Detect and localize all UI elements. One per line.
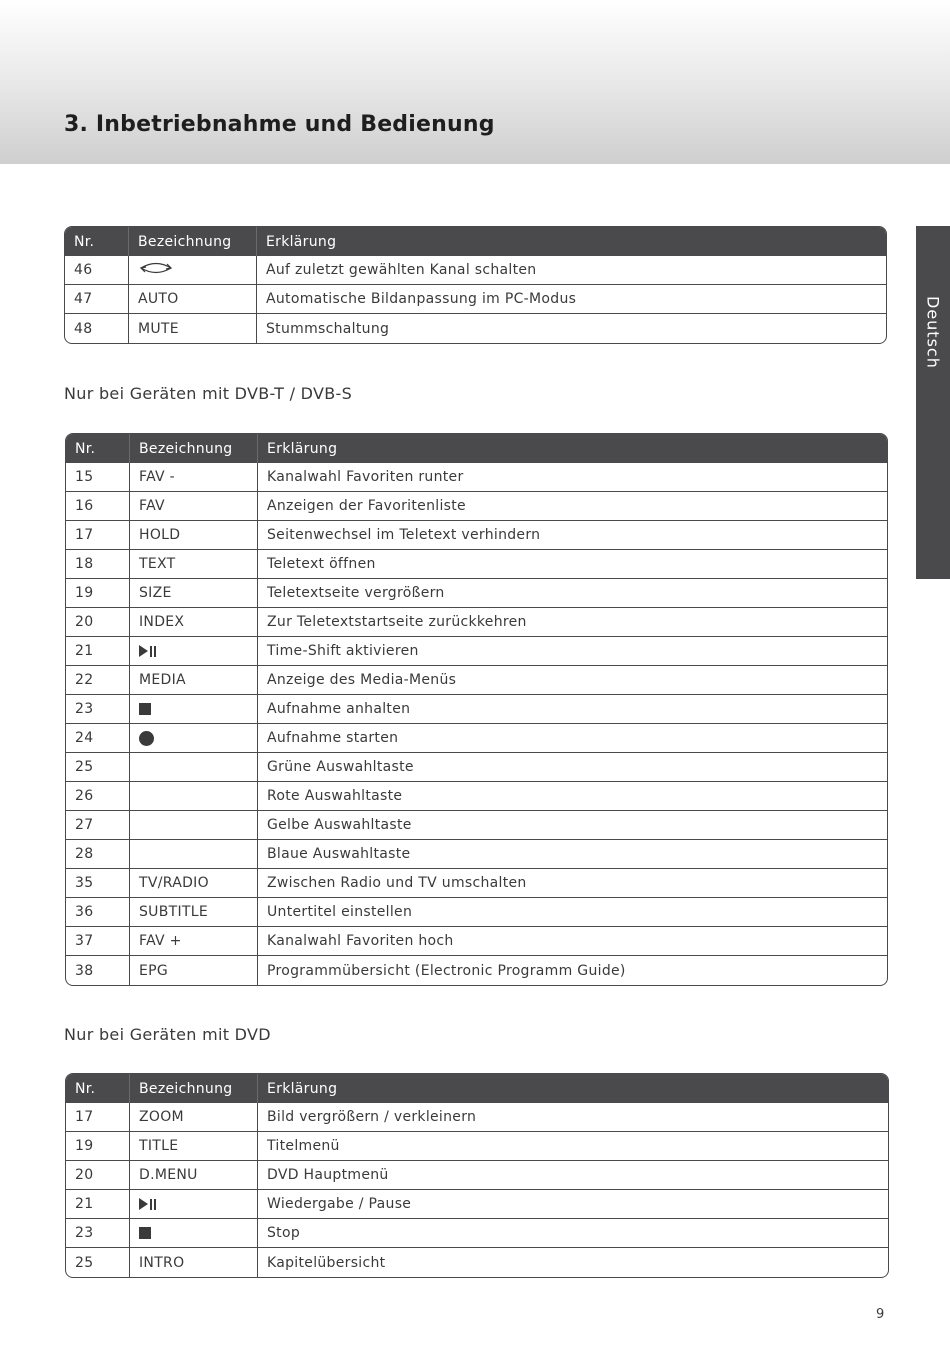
cell-desc: Titelmenü (267, 1138, 340, 1154)
column-header-name: Bezeichnung (130, 1074, 258, 1103)
table-row (66, 1219, 888, 1248)
cell-name: TEXT (130, 550, 258, 578)
cell-name (130, 1190, 258, 1218)
table-header-row (66, 434, 887, 463)
cell-nr: 22 (66, 666, 130, 694)
table-dvd (65, 1073, 889, 1278)
stop-icon (139, 1227, 151, 1239)
cell-name: FAV (130, 492, 258, 520)
cell-nr: 21 (66, 1190, 130, 1218)
cell-name (130, 1219, 258, 1247)
cell-desc: Kanalwahl Favoriten runter (267, 469, 464, 485)
table-row (66, 579, 887, 608)
table-row (66, 1103, 888, 1132)
cell-nr: 20 (66, 608, 130, 636)
table-row (66, 1248, 888, 1277)
cell-desc: Kapitelübersicht (267, 1254, 386, 1271)
cell-name: HOLD (130, 521, 258, 549)
cell-nr: 19 (66, 1132, 130, 1160)
language-side-tab (916, 226, 950, 579)
table-header-row (66, 1074, 888, 1103)
table-row (66, 695, 887, 724)
table-row (66, 869, 887, 898)
section-heading-dvb: Nur bei Geräten mit DVB-T / DVB-S (64, 384, 353, 403)
cell-nr: 46 (65, 256, 129, 284)
table-dvb (65, 433, 888, 986)
cell-nr: 15 (66, 463, 130, 491)
cell-nr: 36 (66, 898, 130, 926)
table-row (66, 811, 887, 840)
cell-nr: 24 (66, 724, 130, 752)
table-row (66, 637, 887, 666)
table-row (66, 1161, 888, 1190)
cell-desc: Aufnahme anhalten (267, 701, 411, 717)
column-header-name: Bezeichnung (129, 227, 257, 256)
cell-nr: 28 (66, 840, 130, 868)
cell-desc: Auf zuletzt gewählten Kanal schalten (266, 262, 537, 278)
cell-name (130, 811, 258, 839)
cell-nr: 23 (66, 1219, 130, 1247)
cell-desc: Time-Shift aktivieren (267, 643, 419, 659)
stop-icon (139, 703, 151, 715)
cell-desc: Zur Teletextstartseite zurückkehren (267, 614, 527, 630)
cell-nr: 25 (66, 753, 130, 781)
play-pause-icon (139, 645, 156, 657)
cell-desc: Anzeige des Media-Menüs (267, 672, 457, 688)
cell-name (130, 840, 258, 868)
table-row (66, 724, 887, 753)
table-row (66, 840, 887, 869)
cell-name: AUTO (129, 285, 257, 313)
cell-desc: Rote Auswahltaste (267, 788, 403, 804)
cell-name (130, 695, 258, 723)
table-general (64, 226, 887, 344)
column-header-desc: Erklärung (267, 1080, 338, 1097)
cell-nr: 18 (66, 550, 130, 578)
table-row (66, 521, 887, 550)
cell-name: SIZE (130, 579, 258, 607)
cell-nr: 21 (66, 637, 130, 665)
cell-nr: 17 (66, 521, 130, 549)
cell-nr: 27 (66, 811, 130, 839)
table-row (66, 608, 887, 637)
cell-desc: Teletextseite vergrößern (267, 585, 445, 601)
cell-desc: Teletext öffnen (267, 556, 376, 572)
cell-desc: Anzeigen der Favoritenliste (267, 498, 466, 514)
cell-desc: Blaue Auswahltaste (267, 846, 411, 862)
table-row (66, 463, 887, 492)
cell-name: FAV + (130, 927, 258, 955)
cell-name (130, 724, 258, 752)
cell-name: MUTE (129, 314, 257, 343)
cell-name (130, 782, 258, 810)
cell-name: INDEX (130, 608, 258, 636)
cell-nr: 47 (65, 285, 129, 313)
section-heading-dvd: Nur bei Geräten mit DVD (64, 1025, 271, 1044)
table-row (66, 956, 887, 985)
cell-desc: Zwischen Radio und TV umschalten (267, 875, 527, 891)
cell-nr: 16 (66, 492, 130, 520)
cell-nr: 48 (65, 314, 129, 343)
table-row (65, 314, 886, 343)
table-header-row (65, 227, 886, 256)
page-title: 3. Inbetriebnahme und Bedienung (64, 112, 495, 137)
cell-name (130, 637, 258, 665)
cell-desc: DVD Hauptmenü (267, 1167, 389, 1183)
cell-name: ZOOM (130, 1103, 258, 1131)
cell-desc: Programmübersicht (Electronic Programm Guide) (267, 962, 626, 979)
side-tab-label: Deutsch (923, 296, 943, 369)
cell-name: EPG (130, 956, 258, 985)
cell-nr: 38 (66, 956, 130, 985)
cell-name: SUBTITLE (130, 898, 258, 926)
cell-desc: Untertitel einstellen (267, 904, 413, 920)
record-icon (139, 731, 154, 746)
cell-name: MEDIA (130, 666, 258, 694)
table-row (66, 1132, 888, 1161)
cell-name: FAV - (130, 463, 258, 491)
cell-desc: Stummschaltung (266, 320, 390, 337)
cell-name: D.MENU (130, 1161, 258, 1189)
table-row (66, 666, 887, 695)
cell-desc: Kanalwahl Favoriten hoch (267, 933, 454, 949)
column-header-nr: Nr. (66, 434, 130, 463)
cell-desc: Bild vergrößern / verkleinern (267, 1109, 477, 1125)
table-row (66, 898, 887, 927)
header-band (0, 0, 950, 164)
table-row (66, 492, 887, 521)
cell-desc: Wiedergabe / Pause (267, 1196, 412, 1212)
play-pause-icon (139, 1198, 156, 1210)
cell-nr: 35 (66, 869, 130, 897)
cell-nr: 19 (66, 579, 130, 607)
cell-name (130, 753, 258, 781)
swap-arrows-icon (138, 260, 174, 280)
table-row (66, 550, 887, 579)
cell-nr: 26 (66, 782, 130, 810)
cell-desc: Aufnahme starten (267, 730, 399, 746)
cell-nr: 23 (66, 695, 130, 723)
cell-nr: 37 (66, 927, 130, 955)
table-row (65, 256, 886, 285)
cell-name (129, 256, 257, 284)
cell-nr: 20 (66, 1161, 130, 1189)
cell-name: TITLE (130, 1132, 258, 1160)
cell-desc: Gelbe Auswahltaste (267, 817, 412, 833)
cell-name: INTRO (130, 1248, 258, 1277)
table-row (66, 782, 887, 811)
column-header-nr: Nr. (65, 227, 129, 256)
column-header-desc: Erklärung (267, 440, 338, 457)
cell-name: TV/RADIO (130, 869, 258, 897)
column-header-nr: Nr. (66, 1074, 130, 1103)
cell-nr: 25 (66, 1248, 130, 1277)
table-row (66, 1190, 888, 1219)
table-row (65, 285, 886, 314)
column-header-desc: Erklärung (266, 233, 337, 250)
column-header-name: Bezeichnung (130, 434, 258, 463)
page-number: 9 (876, 1307, 885, 1322)
table-row (66, 753, 887, 782)
cell-desc: Grüne Auswahltaste (267, 759, 414, 775)
cell-desc: Automatische Bildanpassung im PC-Modus (266, 291, 577, 307)
cell-desc: Stop (267, 1225, 301, 1241)
cell-nr: 17 (66, 1103, 130, 1131)
table-row (66, 927, 887, 956)
cell-desc: Seitenwechsel im Teletext verhindern (267, 527, 541, 543)
